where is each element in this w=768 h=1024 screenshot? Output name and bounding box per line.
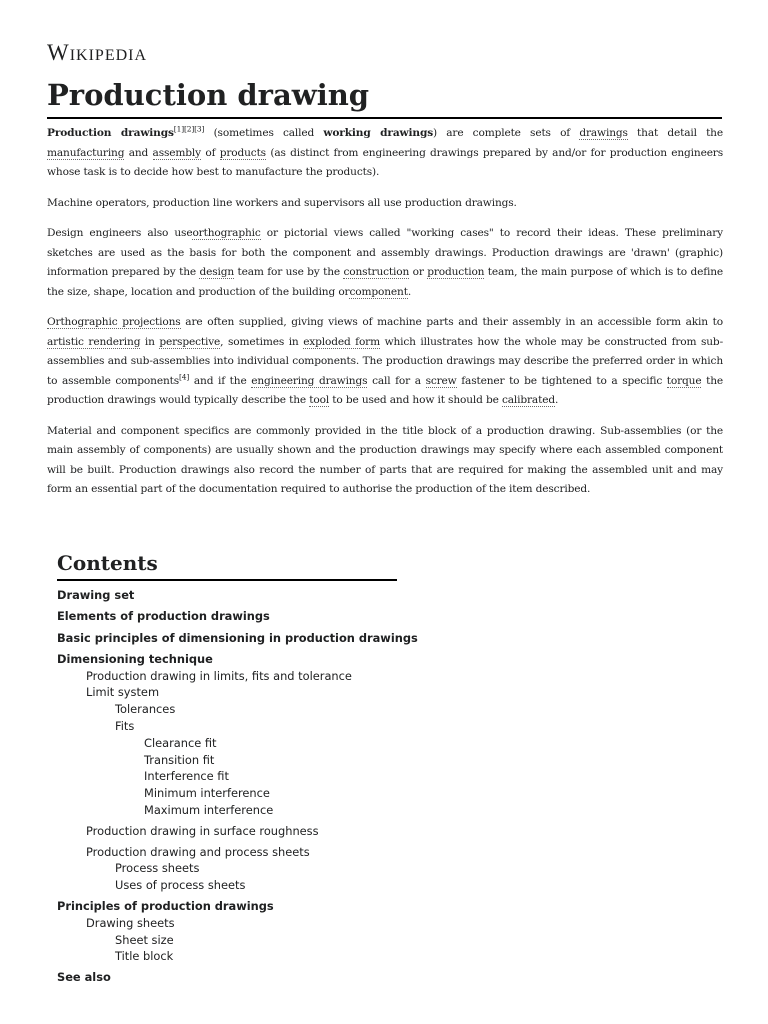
toc-item[interactable]: Dimensioning technique	[57, 651, 213, 666]
toc-item[interactable]: Maximum interference	[144, 803, 274, 818]
link-manufacturing[interactable]: manufacturing	[47, 146, 125, 159]
text: the production drawings would typically describe the	[47, 374, 724, 406]
text: in	[140, 335, 160, 348]
text: (sometimes called	[204, 127, 324, 139]
paragraph-2: Machine operators, production line workers and supervisors all use production drawings.	[47, 196, 517, 209]
paragraph-4	[47, 313, 723, 411]
toc-item[interactable]: Clearance fit	[144, 735, 217, 750]
link-screw[interactable]: screw	[425, 374, 457, 387]
toc-item[interactable]: Production drawing and process sheets	[86, 844, 310, 859]
wikipedia-logo[interactable]: Wikipedia	[47, 40, 148, 65]
paragraph-3	[47, 224, 723, 302]
link-engineering-drawings[interactable]: engineering drawings	[251, 374, 368, 387]
link-design[interactable]: design	[199, 266, 235, 278]
alt-term-bold: working drawings	[323, 127, 434, 139]
toc-item[interactable]: Transition fit	[144, 752, 215, 767]
text: of	[201, 146, 220, 159]
link-artistic-rendering[interactable]: artistic rendering	[47, 335, 141, 348]
link-component[interactable]: component	[349, 285, 408, 298]
toc-item[interactable]: Principles of production drawings	[57, 899, 274, 914]
link-torque[interactable]: torque	[666, 374, 702, 387]
toc-title: Contents	[57, 550, 397, 581]
toc-item[interactable]: Basic principles of dimensioning in production drawings	[57, 630, 418, 645]
ref-link[interactable]: [1][2][3]	[173, 124, 205, 134]
link-construction[interactable]: construction	[343, 266, 410, 278]
toc-item[interactable]: Production drawing in surface roughness	[86, 823, 319, 838]
text: and	[124, 146, 153, 159]
toc-item[interactable]: Drawing set	[57, 588, 135, 602]
text: to be used and how it should be	[329, 394, 502, 406]
paragraph-5: Material and component specifics are commonly provided in the title block of a production drawing. Sub-assemblies (or the main assembly of components) are usually shown and the production drawings may specify where each assembled component will be built. Production drawings also record the number of parts that are required for making the assembled unit and may form an essential part of the documentation required to authorise the production of the item described.	[47, 424, 723, 495]
toc-item[interactable]: Minimum interference	[144, 786, 270, 801]
table-of-contents	[57, 550, 418, 986]
link-tool[interactable]: tool	[309, 394, 330, 406]
text: team, the main purpose of which is to define the size, shape, location and production of the building or	[47, 266, 724, 298]
text: .	[554, 394, 559, 406]
text: or pictorial views called "working cases" to record their ideas. These preliminary sketches are used as the basis for both the component and assembly drawings. Production drawings are 'drawn' (graphic) information prepared by the	[47, 227, 723, 278]
link-assembly[interactable]: assembly	[152, 146, 202, 159]
text: Design engineers also use	[47, 227, 193, 239]
text: fastener to be tightened to a specific	[456, 374, 667, 387]
toc-item[interactable]: Sheet size	[115, 932, 174, 947]
toc-item[interactable]: Uses of process sheets	[115, 878, 246, 893]
link-drawings[interactable]: drawings	[579, 127, 628, 139]
text: are often supplied, giving views of machine parts and their assembly in an accessible form akin to	[180, 316, 723, 328]
toc-item[interactable]: Drawing sheets	[86, 915, 175, 930]
text: or	[409, 266, 428, 278]
text: (as distinct from engineering drawings prepared by and/or for production engineers whose task is to decide how best to manufacture the products).	[47, 146, 724, 178]
text: , sometimes in	[220, 335, 304, 348]
toc-item[interactable]: Tolerances	[115, 702, 176, 717]
toc-item[interactable]: Title block	[115, 949, 174, 964]
link-perspective[interactable]: perspective	[159, 335, 221, 348]
toc-item[interactable]: Elements of production drawings	[57, 609, 270, 624]
toc-item[interactable]: Limit system	[86, 685, 160, 700]
text: .	[407, 285, 412, 298]
text: call for a	[367, 374, 426, 387]
text: team for use by the	[234, 266, 344, 278]
link-products[interactable]: products	[219, 146, 266, 159]
article-body	[47, 124, 723, 511]
link-calibrated[interactable]: calibrated	[501, 394, 555, 406]
ref-link[interactable]: [4]	[179, 371, 190, 381]
link-exploded-form[interactable]: exploded form	[303, 335, 380, 348]
toc-item[interactable]: Process sheets	[115, 861, 200, 876]
text: and if the	[189, 374, 252, 387]
text: ) are complete sets of	[433, 127, 580, 139]
toc-item[interactable]: Production drawing in limits, fits and tolerance	[86, 668, 352, 683]
toc-item[interactable]: Interference fit	[144, 769, 229, 784]
page-title: Production drawing	[47, 76, 722, 119]
toc-item[interactable]: Fits	[115, 719, 135, 734]
paragraph-1	[47, 124, 723, 183]
text: which illustrates how the whole may be constructed from sub-assemblies and sub-assemblies into individual components. The production drawings may describe the preferred order in which to assemble components	[47, 335, 723, 387]
link-orthographic-projections[interactable]: Orthographic projections	[47, 316, 181, 328]
link-orthographic[interactable]: orthographic	[192, 227, 261, 239]
term-bold: Production drawings	[47, 127, 174, 139]
text: that detail the	[627, 127, 723, 139]
link-production[interactable]: production	[427, 266, 485, 278]
toc-item[interactable]: See also	[57, 970, 111, 985]
